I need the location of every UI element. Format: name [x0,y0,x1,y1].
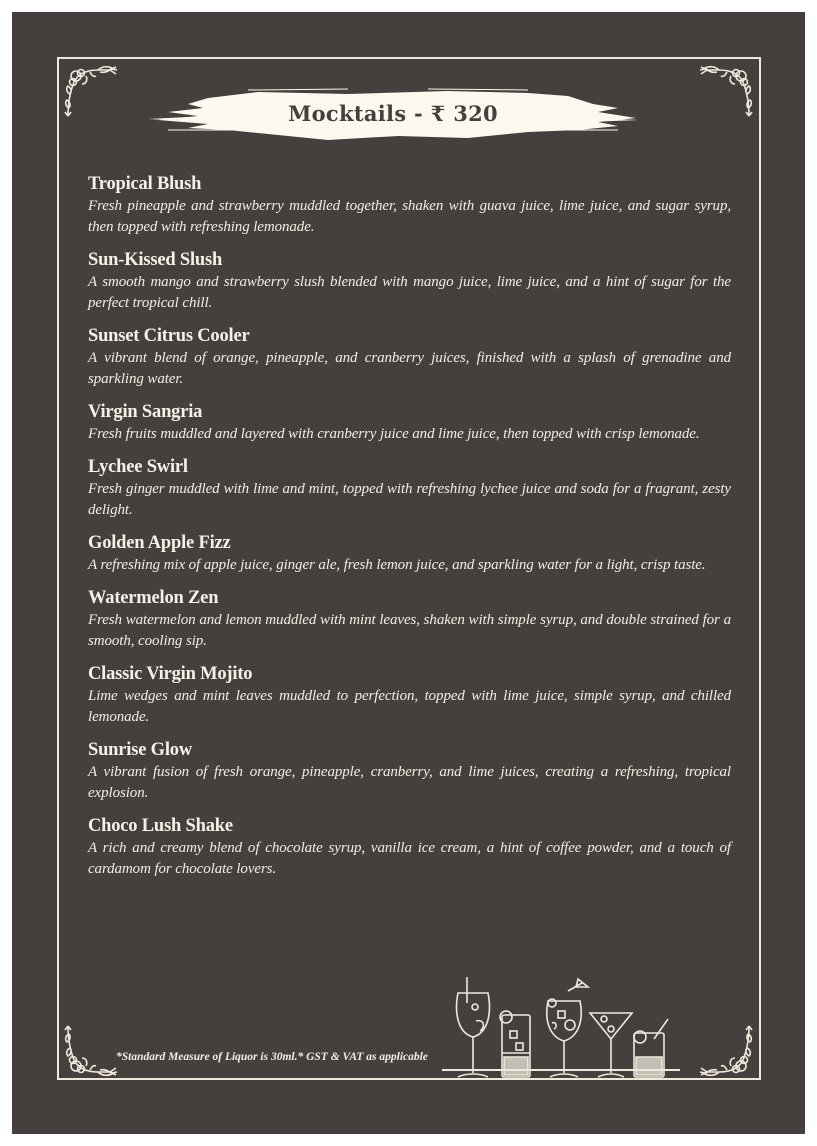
menu-item [88,249,731,314]
item-name: Golden Apple Fizz [88,533,231,553]
item-description: Fresh fruits muddled and layered with cranberry juice and lime juice, then topped with crisp lemonade. [88,426,700,442]
menu-item [88,587,731,652]
item-name: Sunrise Glow [88,740,192,760]
menu-item [88,401,731,445]
item-description: Fresh watermelon and lemon muddled with mint leaves, shaken with simple syrup, and double strained for a smooth, cooling sip. [88,612,731,649]
floral-corner-icon [64,64,120,120]
item-description: Fresh ginger muddled with lime and mint, topped with refreshing lychee juice and soda for a fragrant, zesty delight. [88,481,731,518]
cocktail-glasses-illustration [440,973,690,1081]
menu-item [88,325,731,390]
item-description: A vibrant blend of orange, pineapple, and cranberry juices, finished with a splash of grenadine and sparkling water. [88,350,731,387]
item-name: Virgin Sangria [88,402,203,422]
title-banner [148,86,638,146]
footnote: *Standard Measure of Liquor is 30ml.* GST & VAT as applicable [116,1051,428,1063]
menu-item [88,456,731,521]
item-name: Sunset Citrus Cooler [88,326,250,346]
floral-corner-icon [697,1022,753,1078]
menu-list [88,173,731,891]
item-description: A smooth mango and strawberry slush blended with mango juice, lime juice, and a hint of sugar for the perfect tropical chill. [88,274,731,311]
item-description: Fresh pineapple and strawberry muddled together, shaken with guava juice, lime juice, and sugar syrup, then topped with refreshing lemonade. [88,198,731,235]
menu-item [88,173,731,238]
menu-item [88,663,731,728]
item-name: Tropical Blush [88,174,202,194]
item-name: Lychee Swirl [88,457,188,477]
menu-item [88,532,731,576]
item-description: A refreshing mix of apple juice, ginger ale, fresh lemon juice, and sparkling water for a light, crisp taste. [88,557,706,573]
item-name: Choco Lush Shake [88,816,233,836]
item-name: Sun-Kissed Slush [88,250,223,270]
page-title: Mocktails - ₹ 320 [288,101,498,126]
item-name: Watermelon Zen [88,588,219,608]
floral-corner-icon [697,64,753,120]
menu-item [88,815,731,880]
item-description: A vibrant fusion of fresh orange, pineapple, cranberry, and lime juices, creating a refreshing, tropical explosion. [88,764,731,801]
item-name: Classic Virgin Mojito [88,664,253,684]
item-description: A rich and creamy blend of chocolate syrup, vanilla ice cream, a hint of coffee powder, and a touch of cardamom for chocolate lovers. [88,840,731,877]
menu-item [88,739,731,804]
item-description: Lime wedges and mint leaves muddled to perfection, topped with lime juice, simple syrup, and chilled lemonade. [88,688,731,725]
floral-corner-icon [64,1022,120,1078]
